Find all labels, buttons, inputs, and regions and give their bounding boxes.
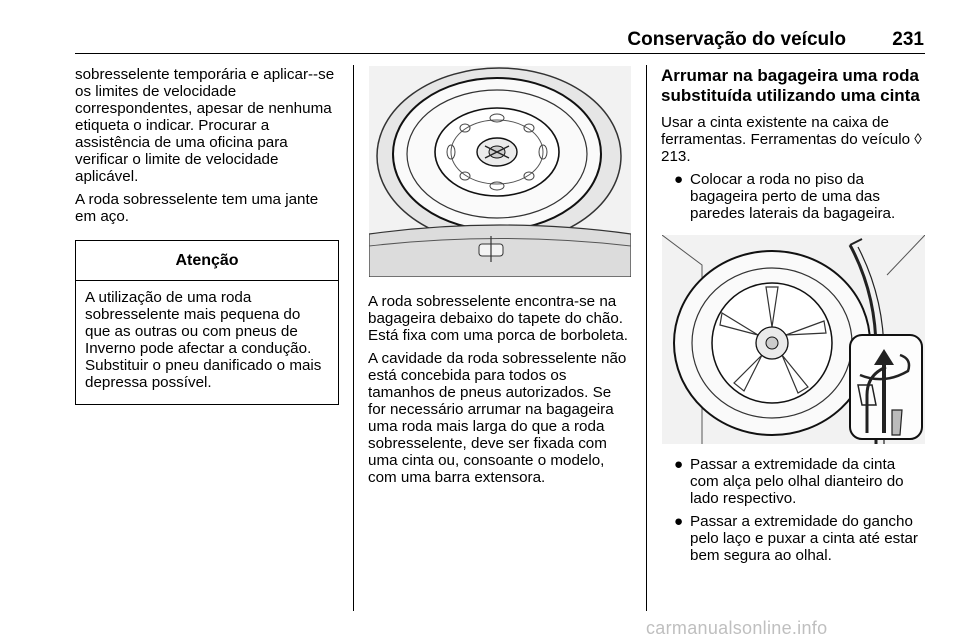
list-item <box>661 171 926 222</box>
strap-wheel-illustration <box>662 235 925 444</box>
bullet-icon: ● <box>674 513 684 530</box>
bullet-list-bottom <box>661 456 926 564</box>
column-2 <box>368 293 633 492</box>
bullet-icon: ● <box>674 456 684 473</box>
warning-box <box>75 240 339 405</box>
section-heading: Arrumar na bagageira uma roda substituída utilizando uma cinta <box>661 66 920 105</box>
list-item <box>661 513 926 564</box>
col3-paragraph-1: Usar a cinta existente na caixa de ferramentas. Ferramentas do veículo ◊ 213. <box>661 114 922 165</box>
col2-paragraph-2: A cavidade da roda sobresselente não está concebida para todos os tamanhos de pneus autorizados. Se for necessário arrumar na bagageira uma roda mais larga do que a roda sobresselente, deve ser fixada com uma cinta ou, consoante o modelo, com uma barra extensora. <box>368 350 627 486</box>
warning-title: Atenção <box>76 241 338 281</box>
page-number: 231 <box>892 29 924 50</box>
header-rule <box>75 53 925 54</box>
col2-paragraph-1: A roda sobresselente encontra-se na bagageira debaixo do tapete do chão. Está fixa com uma porca de borboleta. <box>368 293 629 344</box>
list-item-text: Passar a extremidade do gancho pelo laço e puxar a cinta até estar bem segura ao olhal. <box>690 513 918 564</box>
col1-paragraph-1: sobresselente temporária e aplicar--se os limites de velocidade correspondentes, apesar de nenhuma etiqueta o indicar. Procurar a assistência de uma oficina para verificar o limite de velocidade aplicável. <box>75 66 335 185</box>
column-divider-left <box>353 65 354 611</box>
bullet-list-top <box>661 171 926 222</box>
spare-wheel-illustration <box>369 66 631 277</box>
column-1 <box>75 66 340 231</box>
list-item <box>661 456 926 507</box>
column-3-lower <box>661 456 926 570</box>
list-item-text: Colocar a roda no piso da bagageira perto de uma das paredes laterais da bagageira. <box>690 171 896 222</box>
column-3 <box>661 66 926 228</box>
list-item-text: Passar a extremidade da cinta com alça pelo olhal dianteiro do lado respectivo. <box>690 456 904 507</box>
col1-paragraph-2: A roda sobresselente tem uma jante em aço. <box>75 191 319 225</box>
watermark: carmanualsonline.info <box>646 618 828 638</box>
column-divider-right <box>646 65 647 611</box>
warning-text: A utilização de uma roda sobresselente mais pequena do que as outras ou com pneus de Inverno pode afectar a condução. Substituir o pneu danificado o mais depressa possível. <box>85 289 322 391</box>
bullet-icon: ● <box>674 171 684 188</box>
page-header-title: Conservação do veículo <box>627 29 846 50</box>
